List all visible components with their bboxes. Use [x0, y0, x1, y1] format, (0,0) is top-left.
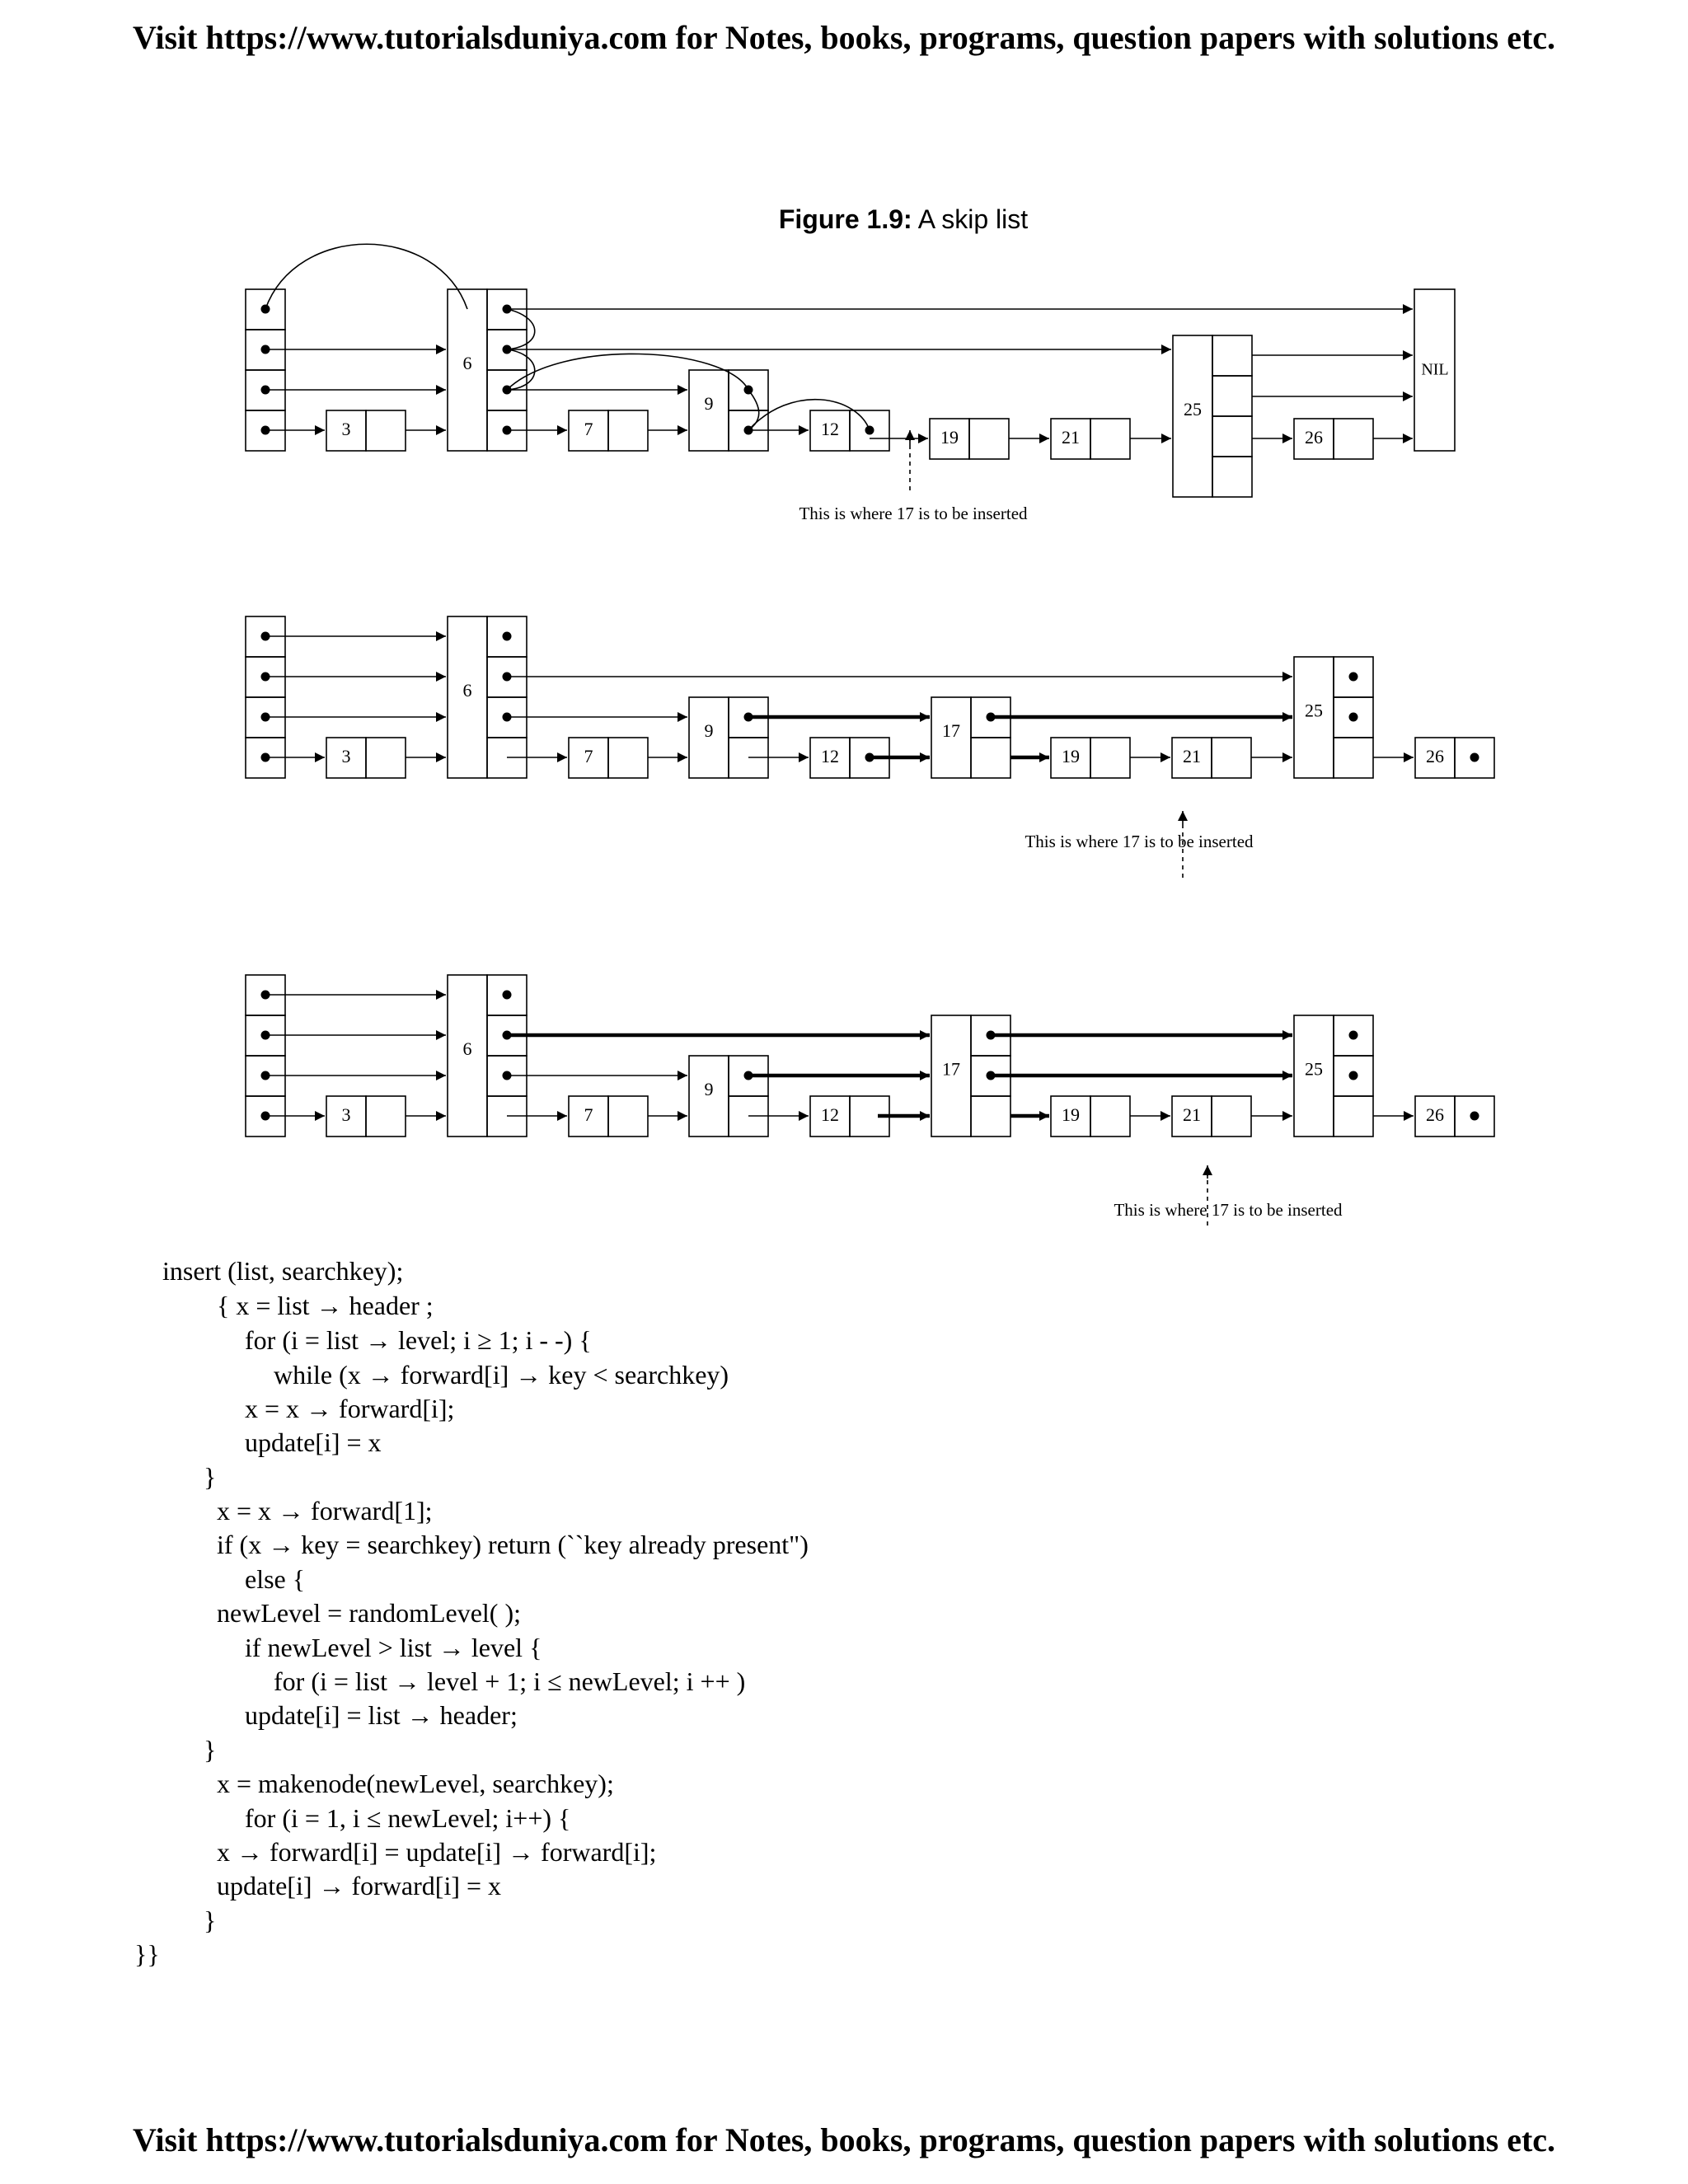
nil-label: NIL: [1421, 360, 1449, 379]
node-level-cell: [1090, 1096, 1130, 1137]
node-level-cell: [366, 410, 406, 451]
code-line: if newLevel > list → level {: [245, 1633, 542, 1662]
node-level-cell: [366, 1096, 406, 1137]
code-line: for (i = 1, i ≤ newLevel; i++) {: [245, 1803, 571, 1833]
node-level-cell: [1212, 738, 1251, 778]
node-key-label: 21: [1183, 746, 1201, 767]
node-key-label: 9: [704, 720, 714, 742]
figure-label: Figure 1.9:: [778, 204, 912, 234]
node-key-label: 26: [1305, 427, 1323, 448]
node-key-label: 3: [341, 419, 351, 440]
pointer-dot: [1349, 1071, 1358, 1080]
node-key-label: 7: [584, 1104, 593, 1126]
node-key-label: 9: [704, 393, 714, 415]
node-key-label: 3: [341, 746, 351, 767]
code-line: if (x → key = searchkey) return (``key already present"): [217, 1530, 809, 1559]
node-level-cell: [608, 410, 648, 451]
skip-list-diagram-before: [246, 244, 1455, 523]
node-level-cell: [608, 738, 648, 778]
node-key-label: 17: [942, 1058, 960, 1080]
code-line: update[i] → forward[i] = x: [217, 1871, 502, 1900]
node-key-label: 9: [704, 1079, 714, 1100]
node-key-label: 3: [341, 1104, 351, 1126]
node-level-cell: [1334, 419, 1373, 459]
code-line: while (x → forward[i] → key < searchkey): [274, 1360, 729, 1390]
search-path-curve: [265, 244, 467, 309]
node-level-cell: [366, 738, 406, 778]
node-key-label: 17: [942, 720, 960, 742]
skip-list-diagram-after: [246, 975, 1494, 1228]
code-line: x → forward[i] = update[i] → forward[i];: [217, 1837, 657, 1867]
header-banner: Visit https://www.tutorialsduniya.com for Notes, books, programs, question papers with solutions etc.: [132, 19, 1556, 56]
node-level-cell: [1090, 419, 1130, 459]
skip-list-diagram-search: [246, 616, 1494, 882]
pointer-dot: [1349, 1031, 1358, 1040]
code-line: }}: [134, 1939, 160, 1969]
code-line: x = makenode(newLevel, searchkey);: [217, 1769, 614, 1798]
code-line: insert (list, searchkey);: [162, 1256, 404, 1286]
node-key-label: 12: [821, 746, 839, 767]
node-key-label: 25: [1305, 700, 1323, 721]
node-key-label: 26: [1426, 1104, 1444, 1126]
code-line: x = x → forward[1];: [217, 1496, 433, 1526]
code-line: }: [204, 1735, 217, 1765]
code-line: newLevel = randomLevel( );: [217, 1598, 521, 1628]
node-key-label: 6: [462, 1038, 472, 1060]
node-level-cell: [1090, 738, 1130, 778]
node-key-label: 12: [821, 1104, 839, 1126]
node-level-cell: [1334, 1096, 1373, 1137]
node-key-label: 21: [1062, 427, 1080, 448]
node-key-label: 19: [940, 427, 959, 448]
node-level-cell: [1212, 416, 1252, 457]
node-key-label: 7: [584, 419, 593, 440]
code-line: for (i = list → level; i ≥ 1; i - -) {: [245, 1325, 592, 1355]
figure-caption: A skip list: [912, 204, 1029, 234]
code-line: update[i] = x: [245, 1427, 382, 1457]
node-level-cell: [1212, 1096, 1251, 1137]
search-path-curve: [507, 354, 748, 390]
node-level-cell: [969, 419, 1009, 459]
node-level-cell: [1212, 376, 1252, 416]
node-key-label: 12: [821, 419, 839, 440]
code-line: update[i] = list → header;: [245, 1700, 518, 1730]
pointer-dot: [503, 632, 512, 641]
node-level-cell: [608, 1096, 648, 1137]
node-key-label: 25: [1305, 1058, 1323, 1080]
node-level-cell: [1334, 738, 1373, 778]
footer-banner: Visit https://www.tutorialsduniya.com for Notes, books, programs, question papers with solutions etc.: [132, 2121, 1556, 2158]
node-key-label: 6: [462, 680, 472, 701]
pointer-dot: [1470, 753, 1479, 762]
search-path-curve: [748, 400, 870, 430]
node-level-cell: [971, 738, 1010, 778]
insert-note-text: This is where 17 is to be inserted: [1025, 831, 1254, 851]
pointer-dot: [1349, 673, 1358, 682]
pointer-dot: [1470, 1112, 1479, 1121]
node-key-label: 25: [1184, 399, 1202, 420]
code-line: { x = list → header ;: [217, 1291, 434, 1320]
node-level-cell: [1212, 335, 1252, 376]
node-key-label: 26: [1426, 746, 1444, 767]
node-key-label: 19: [1062, 746, 1080, 767]
insert-note-text: This is where 17 is to be inserted: [1114, 1199, 1343, 1220]
node-key-label: 7: [584, 746, 593, 767]
code-line: else {: [245, 1564, 306, 1594]
node-level-cell: [971, 1096, 1010, 1137]
node-level-cell: [1212, 457, 1252, 497]
code-line: }: [204, 1905, 217, 1935]
node-key-label: 19: [1062, 1104, 1080, 1126]
code-line: x = x → forward[i];: [245, 1394, 455, 1423]
code-line: for (i = list → level + 1; i ≤ newLevel; i ++ ): [274, 1666, 746, 1696]
insert-pseudocode: [0, 1257, 1154, 1999]
pointer-dot: [503, 991, 512, 1000]
insert-note-text: This is where 17 is to be inserted: [799, 503, 1028, 523]
code-line: }: [204, 1462, 217, 1492]
node-key-label: 6: [462, 353, 472, 374]
pointer-dot: [1349, 713, 1358, 722]
node-key-label: 21: [1183, 1104, 1201, 1126]
